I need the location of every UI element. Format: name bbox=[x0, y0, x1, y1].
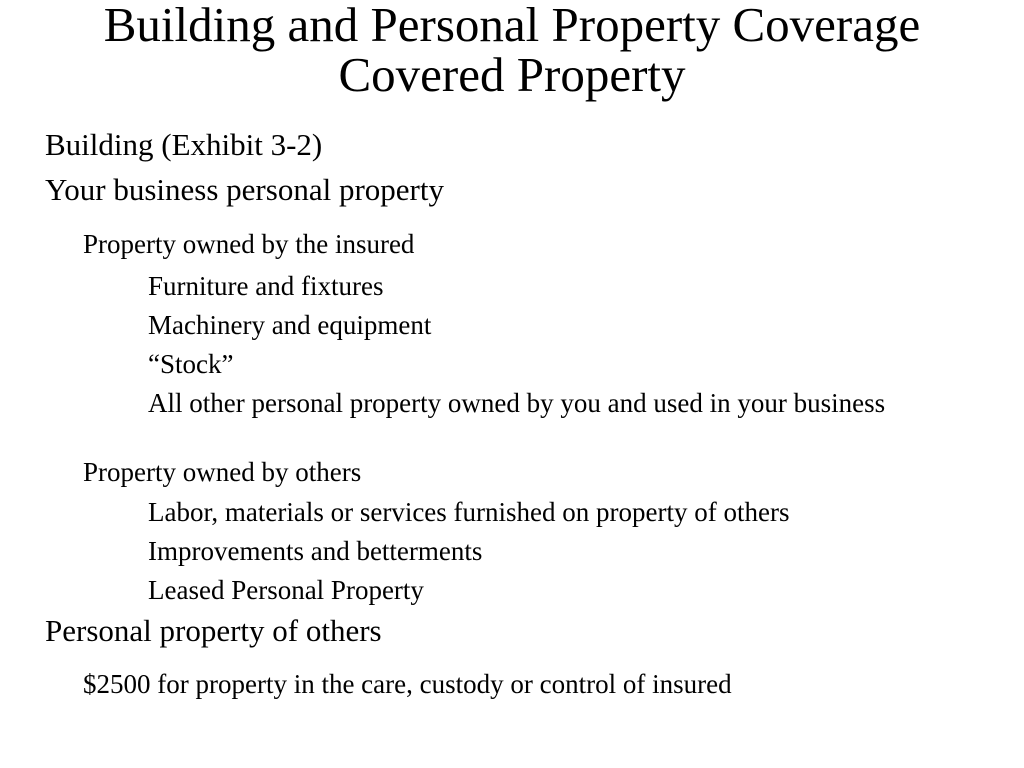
bullet-level-3: Leased Personal Property bbox=[148, 575, 424, 605]
bullet-level-1: Personal property of others bbox=[45, 613, 382, 648]
bullet-level-1: Your business personal property bbox=[45, 172, 444, 207]
bullet-level-3: Furniture and fixtures bbox=[148, 271, 384, 301]
bullet-level-3: Improvements and betterments bbox=[148, 536, 483, 566]
bullet-level-1: Building (Exhibit 3-2) bbox=[45, 127, 323, 162]
slide-title-line-2: Covered Property bbox=[338, 47, 686, 102]
bullet-level-3: “Stock” bbox=[148, 349, 234, 379]
bullet-level-3: All other personal property owned by you and used in your business bbox=[148, 388, 886, 418]
bullet-level-2: Property owned by others bbox=[83, 457, 362, 487]
bullet-level-2: $2500 for property in the care, custody or control of insured bbox=[83, 669, 732, 699]
bullet-level-2: Property owned by the insured bbox=[83, 229, 415, 259]
slide-title-line-1: Building and Personal Property Coverage bbox=[103, 0, 921, 52]
bullet-level-3: Machinery and equipment bbox=[148, 310, 432, 340]
bullet-level-3: Labor, materials or services furnished on property of others bbox=[148, 497, 790, 527]
